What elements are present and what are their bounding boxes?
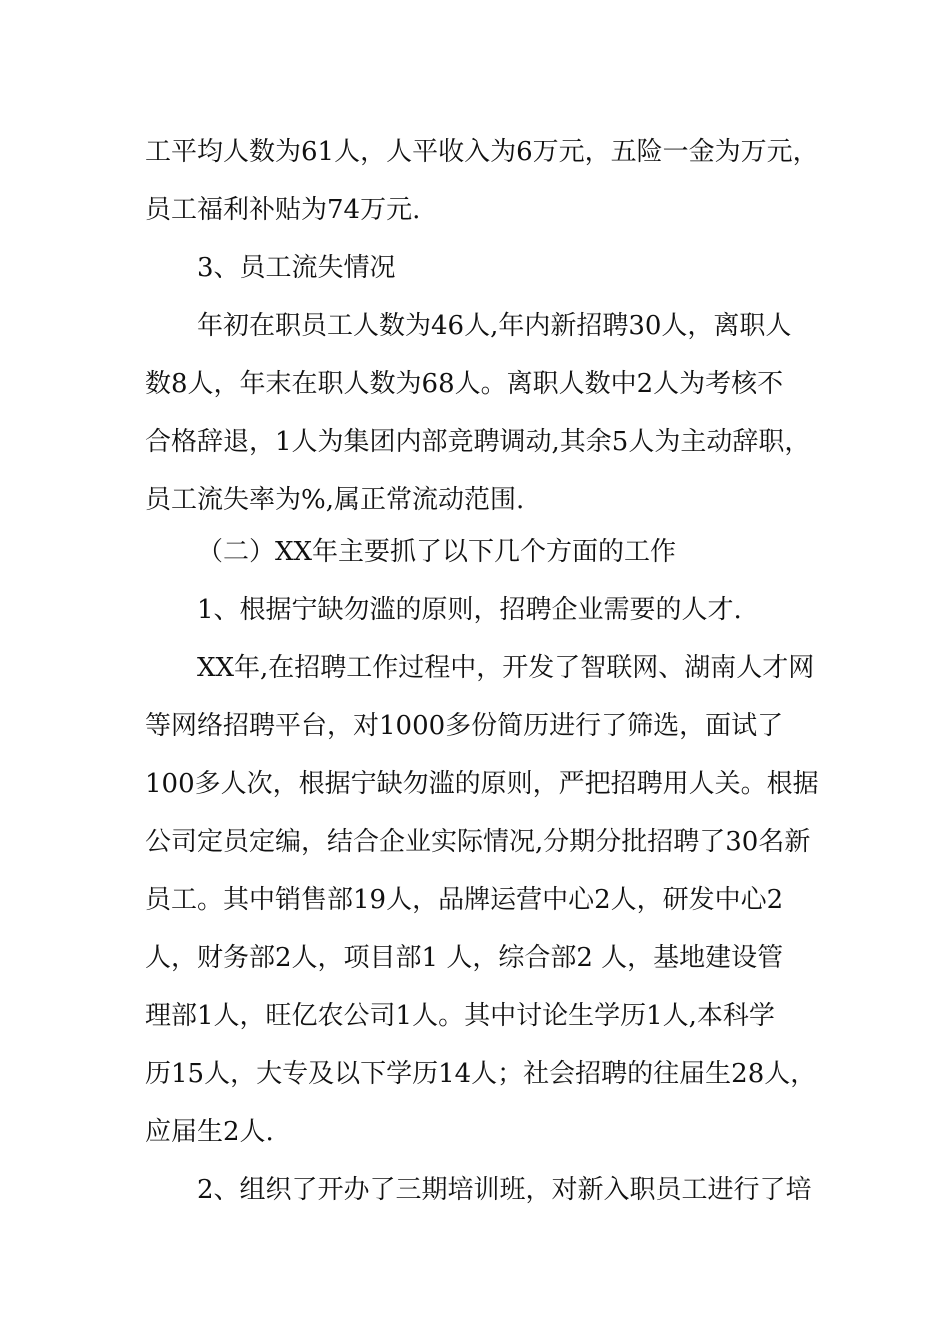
paragraph-line: 员工福利补贴为74万元. [145,195,421,225]
paragraph-line: XX年,在招聘工作过程中，开发了智联网、湖南人才网 [197,653,815,683]
paragraph-line: 数8人，年末在职人数为68人。离职人数中2人为考核不 [145,369,784,399]
paragraph-line: 工平均人数为61人，人平收入为6万元，五险一金为万元， [145,137,819,167]
section-heading: 3、员工流失情况 [197,253,396,283]
paragraph-line: 理部1人，旺亿农公司1人。其中讨论生学历1人,本科学 [145,1001,775,1031]
paragraph-line: 年初在职员工人数为46人,年内新招聘30人，离职人 [197,311,792,341]
paragraph-line: 员工流失率为%,属正常流动范围. [145,485,525,515]
section-heading: 1、根据宁缺勿滥的原则，招聘企业需要的人才. [197,595,742,625]
paragraph-line: 历15人，大专及以下学历14人；社会招聘的往届生28人， [145,1059,817,1089]
paragraph-line: 等网络招聘平台，对1000多份简历进行了筛选，面试了 [145,711,784,741]
section-heading: 2、组织了开办了三期培训班，对新入职员工进行了培 [197,1175,812,1205]
paragraph-line: 员工。其中销售部19人，品牌运营中心2人，研发中心2 [145,885,784,915]
section-heading: （二）XX年主要抓了以下几个方面的工作 [197,537,677,567]
paragraph-line: 应届生2人. [145,1117,274,1147]
paragraph-line: 公司定员定编，结合企业实际情况,分期分批招聘了30名新 [145,827,811,857]
paragraph-line: 合格辞退，1人为集团内部竞聘调动,其余5人为主动辞职， [145,427,811,457]
paragraph-line: 100多人次，根据宁缺勿滥的原则，严把招聘用人关。根据 [145,769,819,799]
paragraph-line: 人，财务部2人，项目部1 人，综合部2 人，基地建设管 [145,943,784,973]
